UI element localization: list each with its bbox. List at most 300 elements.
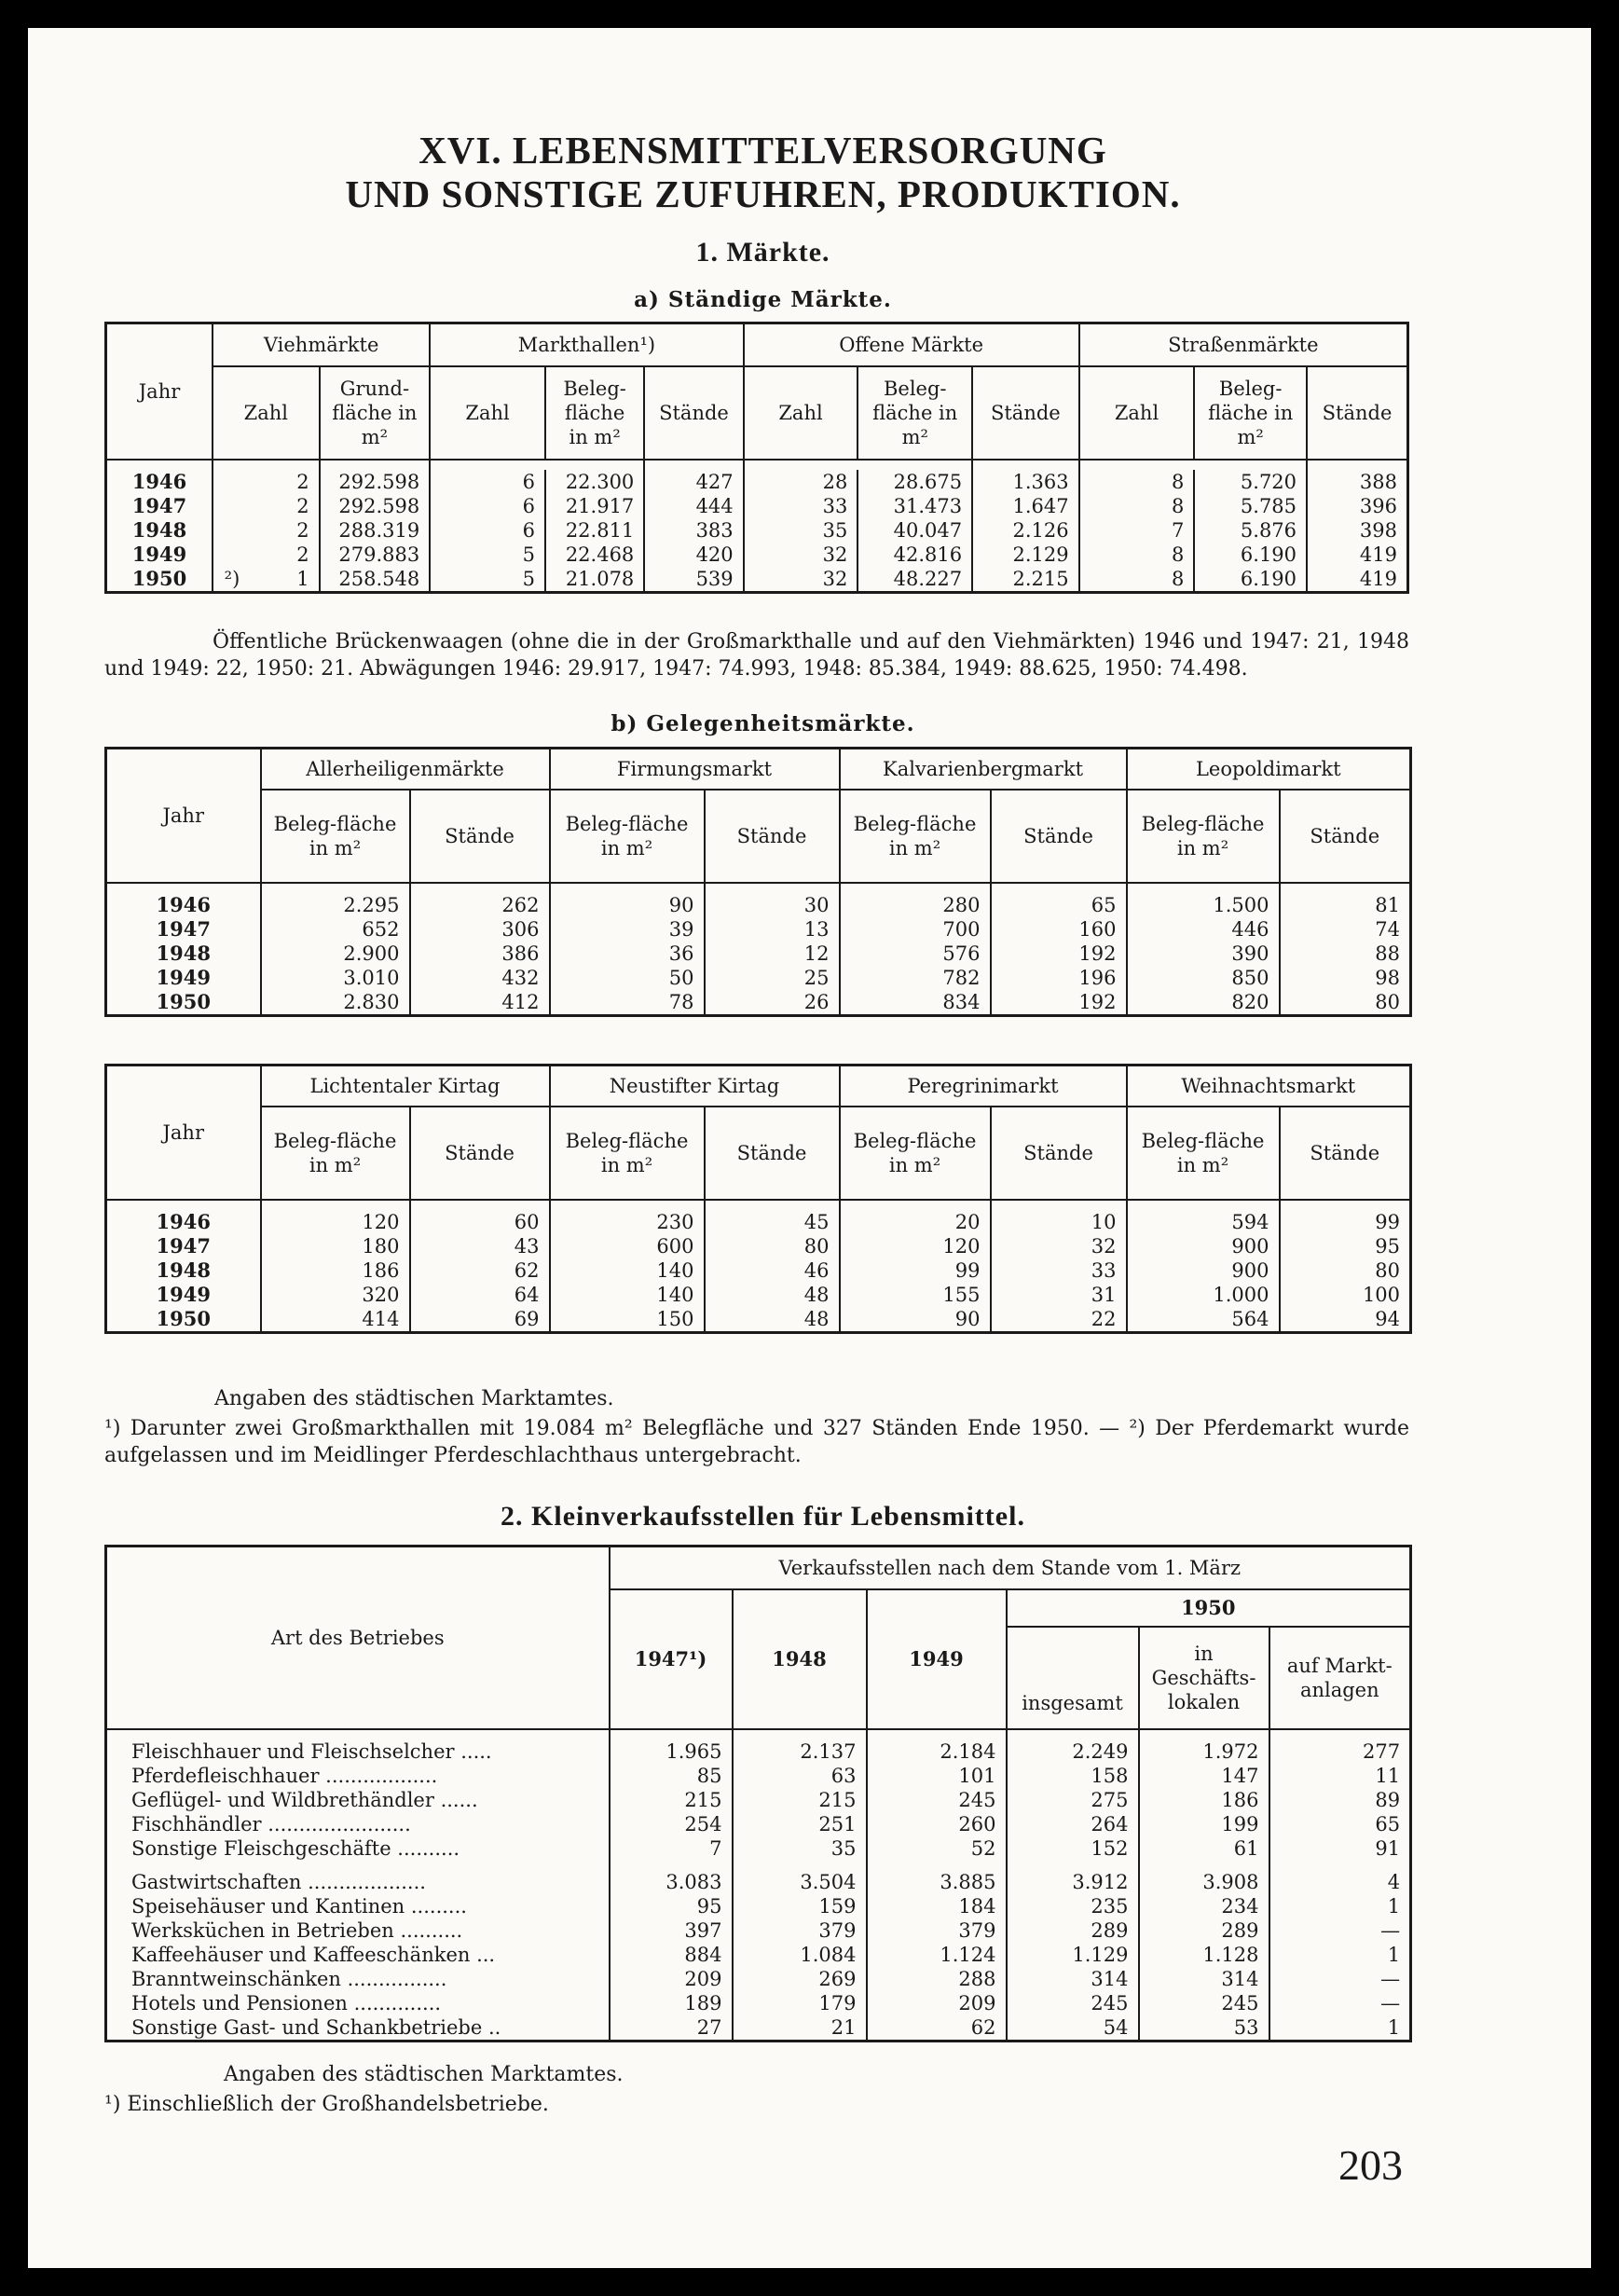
col-belegflaeche: Beleg-fläche in m² bbox=[550, 790, 705, 883]
data-cell: 40.047 bbox=[858, 518, 972, 543]
data-cell: 2.184 bbox=[867, 1739, 1007, 1764]
table-row bbox=[106, 1894, 1411, 1918]
row-label: Sonstige Fleischgeschäfte .......... bbox=[106, 1836, 610, 1861]
data-cell: 444 bbox=[644, 494, 743, 518]
data-cell: 99 bbox=[1375, 1210, 1401, 1233]
col-belegflaeche: Beleg-fläche in m² bbox=[840, 790, 991, 883]
data-cell: 2.900 bbox=[261, 942, 410, 966]
source-note-1: Angaben des städtischen Marktamtes. bbox=[214, 1387, 614, 1410]
data-cell: 60 bbox=[410, 1210, 550, 1234]
data-cell: 22 bbox=[991, 1307, 1127, 1333]
data-cell: 419 bbox=[1359, 567, 1397, 590]
col-belegflaeche: Beleg-fläche in m² bbox=[840, 1107, 991, 1200]
data-cell: 2.129 bbox=[972, 543, 1079, 567]
year-cell: 1949 bbox=[106, 1283, 261, 1307]
row-label: Geflügel- und Wildbrethändler ...... bbox=[106, 1788, 610, 1812]
data-cell: 80 bbox=[705, 1234, 840, 1258]
table-row bbox=[106, 470, 1408, 494]
data-cell: 160 bbox=[991, 917, 1127, 942]
data-cell: 48 bbox=[705, 1307, 840, 1333]
data-cell: 700 bbox=[840, 917, 991, 942]
data-cell: 48 bbox=[705, 1283, 840, 1307]
col-1950: 1950 bbox=[1007, 1589, 1411, 1627]
document-page bbox=[28, 28, 1591, 2268]
footnote-marker-cell bbox=[213, 518, 251, 543]
data-cell: 3.083 bbox=[610, 1870, 733, 1894]
group-weihnachtsmarkt: Weihnachtsmarkt bbox=[1127, 1066, 1411, 1107]
data-cell: 43 bbox=[410, 1234, 550, 1258]
data-cell: 64 bbox=[410, 1283, 550, 1307]
data-cell: 120 bbox=[261, 1210, 410, 1234]
data-cell: 186 bbox=[261, 1258, 410, 1283]
data-cell: 288.319 bbox=[320, 518, 431, 543]
row-label: Sonstige Gast- und Schankbetriebe .. bbox=[106, 2015, 610, 2042]
data-cell: 269 bbox=[733, 1967, 867, 1991]
data-cell: 6 bbox=[430, 494, 545, 518]
table-row bbox=[106, 1943, 1411, 1967]
data-cell: 314 bbox=[1007, 1967, 1139, 1991]
data-cell: 782 bbox=[840, 966, 991, 990]
data-cell: 35 bbox=[733, 1836, 867, 1861]
data-cell: 386 bbox=[410, 942, 550, 966]
data-cell: 91 bbox=[1375, 1836, 1401, 1860]
footnote-marker-cell bbox=[213, 494, 251, 518]
col-1949: 1949 bbox=[867, 1589, 1007, 1729]
table-row bbox=[106, 1210, 1411, 1234]
data-cell: 140 bbox=[550, 1258, 705, 1283]
data-cell: 251 bbox=[733, 1812, 867, 1836]
data-cell: 8 bbox=[1079, 567, 1195, 593]
group-verkaufsstellen: Verkaufsstellen nach dem Stande vom 1. März bbox=[610, 1547, 1411, 1589]
col-insgesamt: insgesamt bbox=[1007, 1627, 1139, 1729]
data-cell: 5.785 bbox=[1194, 494, 1307, 518]
data-cell: 155 bbox=[840, 1283, 991, 1307]
data-cell: 20 bbox=[840, 1210, 991, 1234]
data-cell: 21 bbox=[733, 2015, 867, 2042]
row-label: Branntweinschänken ................ bbox=[106, 1967, 610, 1991]
data-cell: 61 bbox=[1139, 1836, 1269, 1861]
data-cell: 1.965 bbox=[610, 1739, 733, 1764]
table-row bbox=[106, 494, 1408, 518]
data-cell: 6.190 bbox=[1194, 567, 1307, 593]
table-row bbox=[106, 1812, 1411, 1836]
group-neustifter-kirtag: Neustifter Kirtag bbox=[550, 1066, 840, 1107]
data-cell: 65 bbox=[991, 893, 1127, 917]
data-cell: 1.124 bbox=[867, 1943, 1007, 1967]
year-cell: 1947 bbox=[106, 917, 261, 942]
col-auf-marktanlagen: auf Markt-anlagen bbox=[1269, 1627, 1411, 1729]
data-cell: 289 bbox=[1007, 1918, 1139, 1943]
table-row bbox=[106, 543, 1408, 567]
footnote-marker-cell bbox=[213, 470, 251, 494]
col-zahl: Zahl bbox=[430, 366, 545, 460]
data-cell: 98 bbox=[1375, 966, 1401, 989]
data-cell: 215 bbox=[733, 1788, 867, 1812]
chapter-title-line-1: XVI. LEBENSMITTELVERSORGUNG bbox=[418, 129, 1107, 172]
col-zahl: Zahl bbox=[1079, 366, 1195, 460]
data-cell: 94 bbox=[1375, 1307, 1401, 1330]
data-cell: 1.500 bbox=[1127, 893, 1280, 917]
data-cell: 900 bbox=[1127, 1258, 1280, 1283]
data-cell: 81 bbox=[1375, 893, 1401, 916]
data-cell: 46 bbox=[705, 1258, 840, 1283]
data-cell: 13 bbox=[705, 917, 840, 942]
data-cell: 314 bbox=[1139, 1967, 1269, 1991]
col-jahr: Jahr bbox=[106, 323, 213, 460]
data-cell: 2.137 bbox=[733, 1739, 867, 1764]
data-cell: 48.227 bbox=[858, 567, 972, 593]
row-label: Speisehäuser und Kantinen ......... bbox=[106, 1894, 610, 1918]
data-cell: 2.126 bbox=[972, 518, 1079, 543]
col-belegflaeche: Beleg-fläche in m² bbox=[261, 1107, 410, 1200]
data-cell: 1 bbox=[1387, 1943, 1401, 1966]
data-cell: 63 bbox=[733, 1764, 867, 1788]
col-staende: Stände bbox=[705, 1107, 840, 1200]
data-cell: 820 bbox=[1127, 990, 1280, 1016]
data-cell: 5.876 bbox=[1194, 518, 1307, 543]
data-cell: 292.598 bbox=[320, 470, 431, 494]
data-cell: 88 bbox=[1375, 942, 1401, 965]
data-cell: 158 bbox=[1007, 1764, 1139, 1788]
data-cell: 42.816 bbox=[858, 543, 972, 567]
data-cell: 26 bbox=[705, 990, 840, 1016]
group-offene-maerkte: Offene Märkte bbox=[744, 323, 1079, 366]
data-cell: 280 bbox=[840, 893, 991, 917]
data-cell: 420 bbox=[644, 543, 743, 567]
table-row bbox=[106, 567, 1408, 593]
group-leopoldimarkt: Leopoldimarkt bbox=[1127, 749, 1411, 790]
table-kleinverkaufsstellen bbox=[104, 1545, 1412, 2042]
group-markthallen: Markthallen¹) bbox=[430, 323, 743, 366]
data-cell: 230 bbox=[550, 1210, 705, 1234]
data-cell: 99 bbox=[840, 1258, 991, 1283]
data-cell: 306 bbox=[410, 917, 550, 942]
data-cell: 2.295 bbox=[261, 893, 410, 917]
data-cell: 150 bbox=[550, 1307, 705, 1333]
data-cell: 147 bbox=[1139, 1764, 1269, 1788]
col-grundflaeche: Grund-fläche in m² bbox=[320, 366, 431, 460]
col-staende: Stände bbox=[410, 790, 550, 883]
table-row bbox=[106, 1258, 1411, 1283]
data-cell: 159 bbox=[733, 1894, 867, 1918]
data-cell: 564 bbox=[1127, 1307, 1280, 1333]
data-cell: 95 bbox=[610, 1894, 733, 1918]
data-cell: 196 bbox=[991, 966, 1127, 990]
row-label: Werksküchen in Betrieben .......... bbox=[106, 1918, 610, 1943]
group-peregrinimarkt: Peregrinimarkt bbox=[840, 1066, 1127, 1107]
table-row bbox=[106, 942, 1411, 966]
data-cell: 834 bbox=[840, 990, 991, 1016]
data-cell: 446 bbox=[1127, 917, 1280, 942]
data-cell: 22.811 bbox=[545, 518, 644, 543]
table-row bbox=[106, 1739, 1411, 1764]
data-cell: 140 bbox=[550, 1283, 705, 1307]
year-cell: 1946 bbox=[106, 893, 261, 917]
source-note-2: Angaben des städtischen Marktamtes. bbox=[224, 2063, 624, 2086]
group-strassenmaerkte: Straßenmärkte bbox=[1168, 333, 1319, 356]
row-label: Kaffeehäuser und Kaffeeschänken ... bbox=[106, 1943, 610, 1967]
table-row bbox=[106, 518, 1408, 543]
data-cell: 32 bbox=[991, 1234, 1127, 1258]
data-cell: 594 bbox=[1127, 1210, 1280, 1234]
data-cell: 35 bbox=[744, 518, 858, 543]
data-cell: 900 bbox=[1127, 1234, 1280, 1258]
table-row bbox=[106, 1234, 1411, 1258]
col-staende: Stände bbox=[972, 366, 1079, 460]
data-cell: 277 bbox=[1362, 1739, 1401, 1763]
data-cell: 379 bbox=[867, 1918, 1007, 1943]
data-cell: 89 bbox=[1375, 1788, 1401, 1811]
data-cell: 2.215 bbox=[972, 567, 1079, 593]
data-cell: 62 bbox=[867, 2015, 1007, 2042]
data-cell: 254 bbox=[610, 1812, 733, 1836]
data-cell: 25 bbox=[705, 966, 840, 990]
data-cell: 32 bbox=[744, 543, 858, 567]
table-row bbox=[106, 1788, 1411, 1812]
year-cell: 1950 bbox=[106, 1307, 261, 1333]
group-firmungsmarkt: Firmungsmarkt bbox=[550, 749, 840, 790]
col-belegflaeche: Beleg-fläche in m² bbox=[1194, 366, 1307, 460]
footnote-section-2: ¹) Einschließlich der Großhandelsbetriebe. bbox=[104, 2093, 549, 2116]
data-cell: 419 bbox=[1359, 543, 1397, 566]
data-cell: 4 bbox=[1387, 1870, 1401, 1893]
data-cell: 1.972 bbox=[1139, 1739, 1269, 1764]
data-cell: 1.000 bbox=[1127, 1283, 1280, 1307]
section-2-heading: 2. Kleinverkaufsstellen für Lebensmittel. bbox=[501, 1501, 1025, 1532]
data-cell: 33 bbox=[991, 1258, 1127, 1283]
data-cell: 152 bbox=[1007, 1836, 1139, 1861]
note-brueckenwaagen: Öffentliche Brückenwaagen (ohne die in der Großmarkthalle und auf den Viehmärkten) 1946 und 1947: 21, 1948 und 1949: 22, 1950: 21. Abwägungen 1946: 29.917, 1947: 74.993, 1948: 85.384, 1949: 88.625, 1950: 74.498. bbox=[104, 630, 1409, 681]
table-row bbox=[106, 1967, 1411, 1991]
data-cell: 8 bbox=[1079, 494, 1195, 518]
year-cell: 1946 bbox=[106, 1210, 261, 1234]
data-cell: 2.249 bbox=[1007, 1739, 1139, 1764]
data-cell: 80 bbox=[1375, 990, 1401, 1013]
data-cell: 258.548 bbox=[320, 567, 431, 593]
data-cell: 54 bbox=[1007, 2015, 1139, 2042]
data-cell: 576 bbox=[840, 942, 991, 966]
data-cell: 432 bbox=[410, 966, 550, 990]
table-row bbox=[106, 990, 1411, 1016]
year-cell: 1947 bbox=[106, 494, 213, 518]
data-cell: 100 bbox=[1362, 1283, 1401, 1306]
data-cell: 7 bbox=[610, 1836, 733, 1861]
col-staende: Stände bbox=[1307, 366, 1407, 460]
data-cell: 1.128 bbox=[1139, 1943, 1269, 1967]
col-jahr: Jahr bbox=[106, 749, 261, 883]
data-cell: 3.010 bbox=[261, 966, 410, 990]
year-cell: 1947 bbox=[106, 1234, 261, 1258]
col-staende: Stände bbox=[644, 366, 743, 460]
data-cell: 262 bbox=[410, 893, 550, 917]
data-cell: 245 bbox=[1139, 1991, 1269, 2015]
table-row bbox=[106, 2015, 1411, 2042]
data-cell: 39 bbox=[550, 917, 705, 942]
data-cell: 539 bbox=[644, 567, 743, 593]
data-cell: 8 bbox=[1079, 470, 1195, 494]
data-cell: 288 bbox=[867, 1967, 1007, 1991]
data-cell: 279.883 bbox=[320, 543, 431, 567]
data-cell: 90 bbox=[550, 893, 705, 917]
data-cell: 33 bbox=[744, 494, 858, 518]
data-cell: 209 bbox=[867, 1991, 1007, 2015]
section-1-heading: 1. Märkte. bbox=[695, 237, 830, 268]
col-staende: Stände bbox=[991, 1107, 1127, 1200]
table-row bbox=[106, 966, 1411, 990]
data-cell: 215 bbox=[610, 1788, 733, 1812]
col-staende: Stände bbox=[1280, 1107, 1411, 1200]
data-cell: 2 bbox=[251, 494, 320, 518]
col-staende: Stände bbox=[410, 1107, 550, 1200]
data-cell: 289 bbox=[1139, 1918, 1269, 1943]
col-zahl: Zahl bbox=[213, 366, 320, 460]
data-cell: 27 bbox=[610, 2015, 733, 2042]
data-cell: 245 bbox=[1007, 1991, 1139, 2015]
data-cell: 260 bbox=[867, 1812, 1007, 1836]
data-cell: 10 bbox=[991, 1210, 1127, 1234]
data-cell: 2 bbox=[251, 470, 320, 494]
data-cell: 2 bbox=[251, 518, 320, 543]
data-cell: 11 bbox=[1375, 1764, 1401, 1787]
data-cell: 884 bbox=[610, 1943, 733, 1967]
data-cell: 600 bbox=[550, 1234, 705, 1258]
data-cell: 5 bbox=[430, 543, 545, 567]
footnotes-section-1: ¹) Darunter zwei Großmarkthallen mit 19.084 m² Belegfläche und 327 Ständen Ende 1950. — ²) Der Pferdemarkt wurde aufgelassen und im Meidlinger Pferdeschlachthaus untergebracht. bbox=[104, 1417, 1409, 1467]
data-cell: — bbox=[1380, 1991, 1401, 2014]
data-cell: 1.363 bbox=[972, 470, 1079, 494]
data-cell: 6.190 bbox=[1194, 543, 1307, 567]
data-cell: 192 bbox=[991, 990, 1127, 1016]
data-cell: 186 bbox=[1139, 1788, 1269, 1812]
table-staendige-maerkte bbox=[104, 322, 1409, 594]
subsection-b-heading: b) Gelegenheitsmärkte. bbox=[611, 711, 915, 736]
data-cell: 1.129 bbox=[1007, 1943, 1139, 1967]
table-row bbox=[106, 1870, 1411, 1894]
row-label: Pferdefleischhauer .................. bbox=[106, 1764, 610, 1788]
data-cell: 390 bbox=[1127, 942, 1280, 966]
row-label: Hotels und Pensionen .............. bbox=[106, 1991, 610, 2015]
group-lichtentaler-kirtag: Lichtentaler Kirtag bbox=[261, 1066, 550, 1107]
group-viehmaerkte: Viehmärkte bbox=[213, 323, 430, 366]
data-cell: 652 bbox=[261, 917, 410, 942]
table-gelegenheitsmaerkte-2 bbox=[104, 1064, 1412, 1334]
year-cell: 1946 bbox=[106, 470, 213, 494]
table-gelegenheitsmaerkte-1 bbox=[104, 747, 1412, 1017]
table-row bbox=[106, 1764, 1411, 1788]
footnote-marker-cell: ²) bbox=[224, 567, 240, 590]
data-cell: 36 bbox=[550, 942, 705, 966]
data-cell: 3.912 bbox=[1007, 1870, 1139, 1894]
data-cell: 21.917 bbox=[545, 494, 644, 518]
col-in-geschaeftslokalen: in Geschäfts-lokalen bbox=[1139, 1627, 1269, 1729]
data-cell: 850 bbox=[1127, 966, 1280, 990]
data-cell: 52 bbox=[867, 1836, 1007, 1861]
data-cell: 199 bbox=[1139, 1812, 1269, 1836]
page-number: 203 bbox=[1338, 2141, 1403, 2189]
data-cell: 292.598 bbox=[320, 494, 431, 518]
data-cell: 234 bbox=[1139, 1894, 1269, 1918]
data-cell: 69 bbox=[410, 1307, 550, 1333]
data-cell: 180 bbox=[261, 1234, 410, 1258]
col-1947: 1947¹) bbox=[610, 1589, 733, 1729]
year-cell: 1949 bbox=[106, 966, 261, 990]
data-cell: 396 bbox=[1359, 494, 1397, 517]
data-cell: 22.468 bbox=[545, 543, 644, 567]
data-cell: 53 bbox=[1139, 2015, 1269, 2042]
data-cell: 1 bbox=[1387, 2015, 1401, 2039]
col-1948: 1948 bbox=[733, 1589, 867, 1729]
data-cell: 80 bbox=[1375, 1258, 1401, 1282]
table-row bbox=[106, 1836, 1411, 1861]
col-belegflaeche: Beleg-fläche in m² bbox=[1127, 1107, 1280, 1200]
table-row bbox=[106, 1283, 1411, 1307]
data-cell: 32 bbox=[744, 567, 858, 593]
data-cell: 8 bbox=[1079, 543, 1195, 567]
row-label: Fischhändler ....................... bbox=[106, 1812, 610, 1836]
col-belegflaeche: Beleg-fläche in m² bbox=[545, 366, 644, 460]
table-row bbox=[106, 893, 1411, 917]
data-cell: 22.300 bbox=[545, 470, 644, 494]
data-cell: 414 bbox=[261, 1307, 410, 1333]
data-cell: 5.720 bbox=[1194, 470, 1307, 494]
year-cell: 1950 bbox=[106, 567, 213, 593]
data-cell: 7 bbox=[1079, 518, 1195, 543]
col-belegflaeche: Beleg-fläche in m² bbox=[550, 1107, 705, 1200]
data-cell: 5 bbox=[430, 567, 545, 593]
data-cell: 383 bbox=[644, 518, 743, 543]
data-cell: 90 bbox=[840, 1307, 991, 1333]
data-cell: 398 bbox=[1359, 518, 1397, 542]
col-belegflaeche: Beleg-fläche in m² bbox=[261, 790, 410, 883]
table-row bbox=[106, 1991, 1411, 2015]
row-label: Fleischhauer und Fleischselcher ..... bbox=[106, 1739, 610, 1764]
data-cell: 62 bbox=[410, 1258, 550, 1283]
year-cell: 1950 bbox=[106, 990, 261, 1016]
data-cell: 275 bbox=[1007, 1788, 1139, 1812]
data-cell: 320 bbox=[261, 1283, 410, 1307]
subsection-a-heading: a) Ständige Märkte. bbox=[634, 287, 892, 312]
footnote-marker-cell bbox=[213, 543, 251, 567]
data-cell: 179 bbox=[733, 1991, 867, 2015]
data-cell: 28 bbox=[744, 470, 858, 494]
col-staende: Stände bbox=[991, 790, 1127, 883]
data-cell: 427 bbox=[644, 470, 743, 494]
data-cell: 120 bbox=[840, 1234, 991, 1258]
data-cell: 397 bbox=[610, 1918, 733, 1943]
data-cell: 379 bbox=[733, 1918, 867, 1943]
data-cell: 6 bbox=[430, 470, 545, 494]
data-cell: 95 bbox=[1375, 1234, 1401, 1258]
data-cell: 2.830 bbox=[261, 990, 410, 1016]
data-cell: 28.675 bbox=[858, 470, 972, 494]
data-cell: 264 bbox=[1007, 1812, 1139, 1836]
col-belegflaeche: Beleg-fläche in m² bbox=[858, 366, 972, 460]
year-cell: 1949 bbox=[106, 543, 213, 567]
data-cell: 235 bbox=[1007, 1894, 1139, 1918]
data-cell: 74 bbox=[1375, 917, 1401, 941]
table-row bbox=[106, 1918, 1411, 1943]
year-cell: 1948 bbox=[106, 942, 261, 966]
data-cell: 85 bbox=[610, 1764, 733, 1788]
data-cell: 78 bbox=[550, 990, 705, 1016]
group-allerheiligenmaerkte: Allerheiligenmärkte bbox=[261, 749, 550, 790]
data-cell: 3.504 bbox=[733, 1870, 867, 1894]
col-belegflaeche: Beleg-fläche in m² bbox=[1127, 790, 1280, 883]
data-cell: 12 bbox=[705, 942, 840, 966]
data-cell: 65 bbox=[1375, 1812, 1401, 1835]
data-cell: 388 bbox=[1359, 470, 1397, 493]
year-cell: 1948 bbox=[106, 1258, 261, 1283]
